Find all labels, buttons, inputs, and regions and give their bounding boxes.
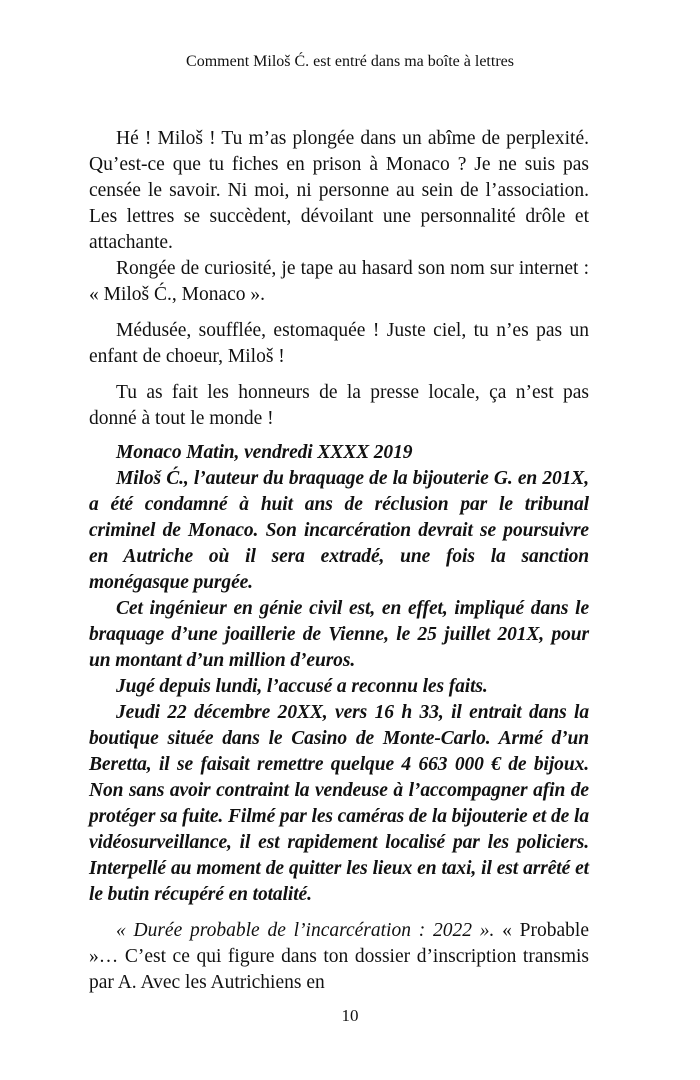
press-paragraph: Jeudi 22 décembre 20XX, vers 16 h 33, il entrait dans la boutique située dans le Casino de Monte-Carlo. Armé d’un Beretta, il se faisait remettre quelque 4 663 000 € de bijoux. Non sans avoir contraint la vendeuse à l’accompagner afin de protéger sa fuite. Filmé par les caméras de la bijouterie et de la vidéosurveillance, il est rapidement localisé par les policiers. Interpellé au moment de quitter les lieux en taxi, il est arrêté et le butin récupéré en totalité.	[89, 702, 589, 905]
paragraph-astonished: Médusée, soufflée, estomaquée ! Juste ciel, tu n’es pas un enfant de choeur, Miloš !	[89, 320, 589, 367]
body-text	[89, 126, 589, 996]
paragraph-curiosity: Rongée de curiosité, je tape au hasard son nom sur internet : « Miloš Ć., Monaco ».	[89, 258, 589, 305]
press-paragraph: Jugé depuis lundi, l’accusé a reconnu les faits.	[116, 676, 488, 697]
press-quote	[89, 440, 589, 908]
closing-text: « Probable »… C’est ce qui figure dans ton dossier d’inscription transmis par A. Avec les Autrichiens en	[89, 920, 589, 993]
running-head: Comment Miloš Ć. est entré dans ma boîte à lettres	[186, 53, 514, 70]
incarceration-quote: « Durée probable de l’incarcération : 2022 ».	[116, 920, 495, 941]
press-dateline: Monaco Matin, vendredi XXXX 2019	[116, 442, 413, 463]
page-number: 10	[341, 1006, 359, 1025]
paragraph-press-honours: Tu as fait les honneurs de la presse locale, ça n’est pas donné à tout le monde !	[89, 382, 589, 429]
paragraph-intro: Hé ! Miloš ! Tu m’as plongée dans un abîme de perplexité. Qu’est-ce que tu fiches en prison à Monaco ? Je ne suis pas censée le savoir. Ni moi, ni personne au sein de l’association. Les lettres se succèdent, dévoilant une personnalité drôle et attachante.	[89, 128, 589, 253]
closing-paragraph	[89, 918, 589, 996]
press-paragraph: Cet ingénieur en génie civil est, en effet, impliqué dans le braquage d’une joaillerie de Vienne, le 25 juillet 201X, pour un montant d’un million d’euros.	[89, 598, 589, 671]
press-paragraph: Miloš Ć., l’auteur du braquage de la bijouterie G. en 201X, a été condamné à huit ans de réclusion par le tribunal criminel de Monaco. Son incarcération devrait se poursuivre en Autriche où il sera extradé, une fois la sanction monégasque purgée.	[89, 468, 589, 593]
